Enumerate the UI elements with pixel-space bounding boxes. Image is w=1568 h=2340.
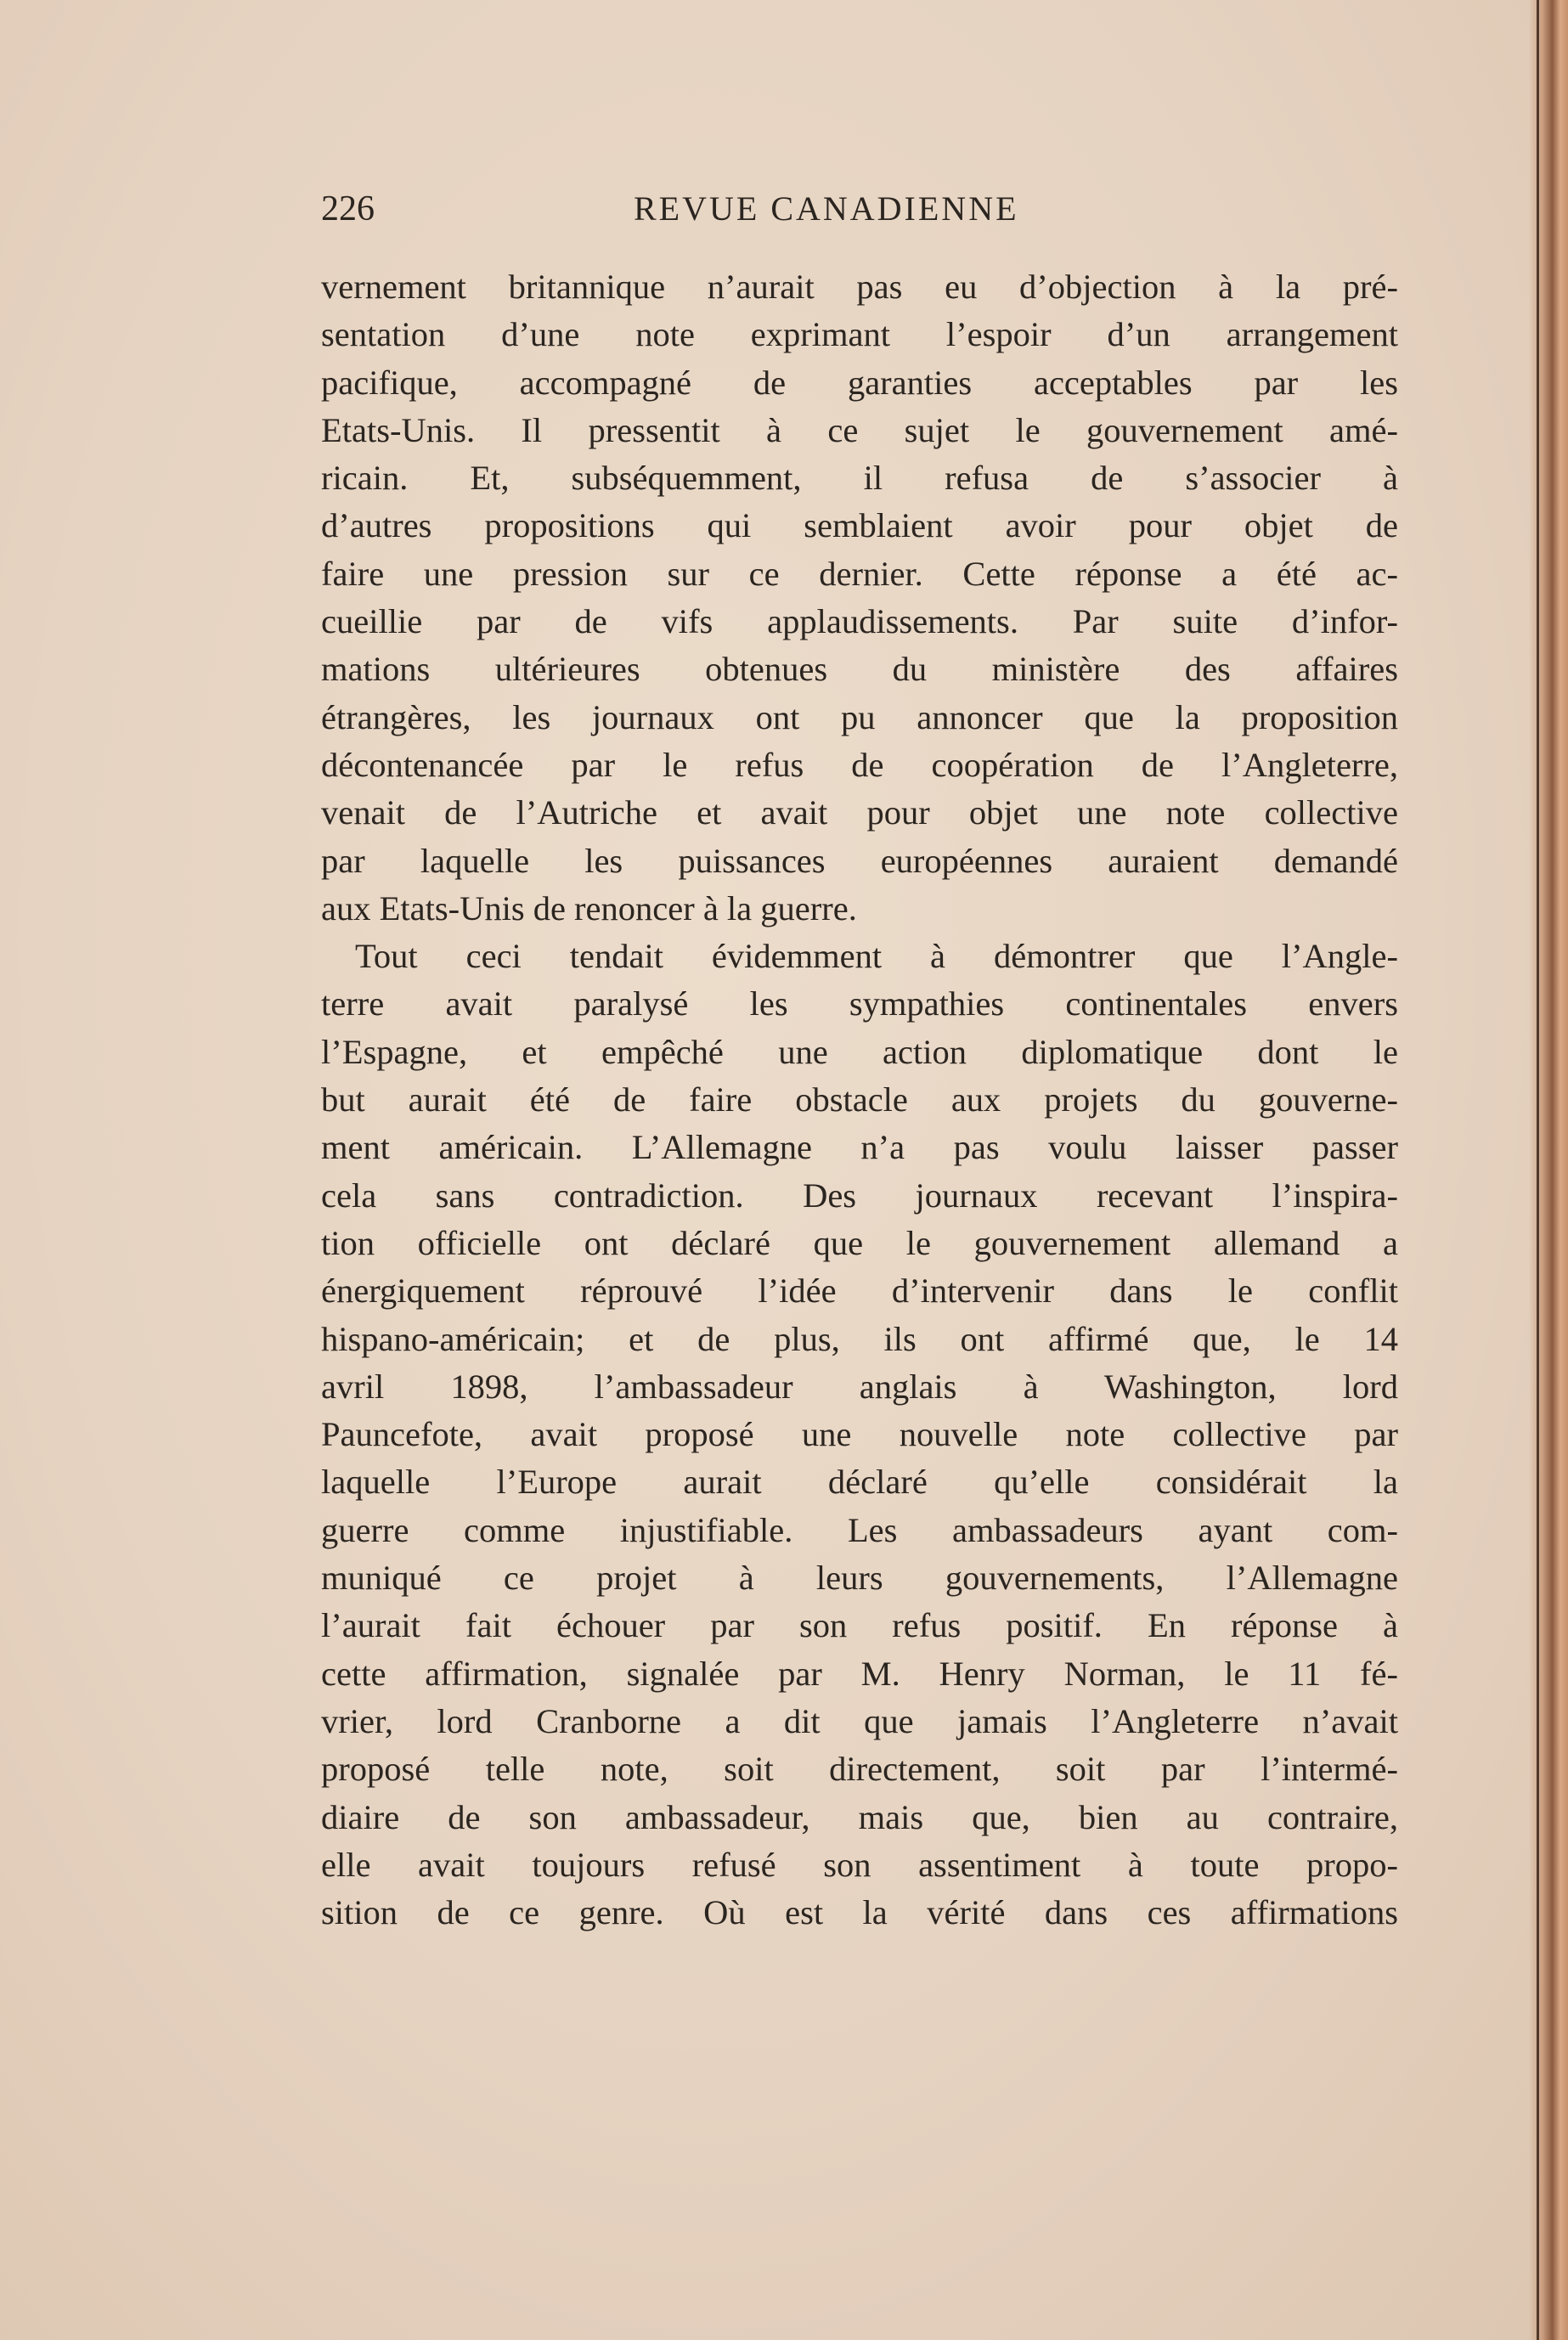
text-line: proposé telle note, soit directement, soit par l’intermé- — [321, 1750, 1398, 1789]
text-line: étrangères, les journaux ont pu annoncer que la proposition — [321, 697, 1398, 736]
text-line: d’autres propositions qui semblaient avoir pour objet de — [321, 506, 1398, 545]
text-line: tion officielle ont déclaré que le gouvernement allemand a — [321, 1223, 1398, 1262]
page-edge-shadow — [1529, 0, 1568, 2340]
text-line: ment américain. L’Allemagne n’a pas voulu laisser passer — [321, 1128, 1398, 1167]
text-line: sentation d’une note exprimant l’espoir d’un arrangement — [321, 315, 1398, 354]
text-line: diaire de son ambassadeur, mais que, bien au contraire, — [321, 1797, 1398, 1836]
text-line: terre avait paralysé les sympathies continentales envers — [321, 984, 1398, 1023]
text-line: vernement britannique n’aurait pas eu d’objection à la pré- — [321, 268, 1398, 306]
text-line: avril 1898, l’ambassadeur anglais à Washington, lord — [321, 1367, 1398, 1406]
journal-title: REVUE CANADIENNE — [634, 189, 1019, 228]
text-line: Pauncefote, avait proposé une nouvelle note collective par — [321, 1415, 1398, 1454]
paragraph-last-line: aux Etats-Unis de renoncer à la guerre. — [321, 888, 857, 928]
text-line: laquelle l’Europe aurait déclaré qu’elle considérait la — [321, 1463, 1398, 1502]
text-line: cela sans contradiction. Des journaux recevant l’inspira- — [321, 1176, 1398, 1215]
paragraph-first-line: Tout ceci tendait évidemment à démontrer que l’Angle- — [355, 937, 1398, 976]
text-line: but aurait été de faire obstacle aux projets du gouverne- — [321, 1080, 1398, 1119]
text-line: elle avait toujours refusé son assentiment à toute propo- — [321, 1845, 1398, 1884]
page-binding-line — [1537, 0, 1539, 2340]
text-line: pacifique, accompagné de garanties acceptables par les — [321, 363, 1398, 402]
text-line: venait de l’Autriche et avait pour objet une note collective — [321, 793, 1398, 832]
text-line: mations ultérieures obtenues du ministère des affaires — [321, 650, 1398, 689]
text-line: sition de ce genre. Où est la vérité dans ces affirmations — [321, 1893, 1398, 1932]
text-line: ricain. Et, subséquemment, il refusa de s’associer à — [321, 459, 1398, 498]
text-line: l’aurait fait échouer par son refus positif. En réponse à — [321, 1606, 1398, 1645]
text-line: cette affirmation, signalée par M. Henry Norman, le 11 fé- — [321, 1654, 1398, 1693]
running-head — [321, 183, 1398, 235]
text-line: énergiquement réprouvé l’idée d’intervenir dans le conflit — [321, 1271, 1398, 1311]
text-line: guerre comme injustifiable. Les ambassadeurs ayant com- — [321, 1510, 1398, 1549]
text-line: cueillie par de vifs applaudissements. Par suite d’infor- — [321, 602, 1398, 641]
page-number: 226 — [321, 189, 375, 228]
text-line: hispano-américain; et de plus, ils ont affirmé que, le 14 — [321, 1319, 1398, 1358]
body-text — [321, 263, 1398, 1937]
text-line: par laquelle les puissances européennes auraient demandé — [321, 841, 1398, 880]
text-line: décontenancée par le refus de coopération de l’Angleterre, — [321, 745, 1398, 784]
text-line: faire une pression sur ce dernier. Cette réponse a été ac- — [321, 554, 1398, 593]
text-line: vrier, lord Cranborne a dit que jamais l’Angleterre n’avait — [321, 1701, 1398, 1740]
text-line: l’Espagne, et empêché une action diplomatique dont le — [321, 1032, 1398, 1071]
text-line: muniqué ce projet à leurs gouvernements, l’Allemagne — [321, 1559, 1398, 1598]
text-line: Etats-Unis. Il pressentit à ce sujet le gouvernement amé- — [321, 410, 1398, 449]
